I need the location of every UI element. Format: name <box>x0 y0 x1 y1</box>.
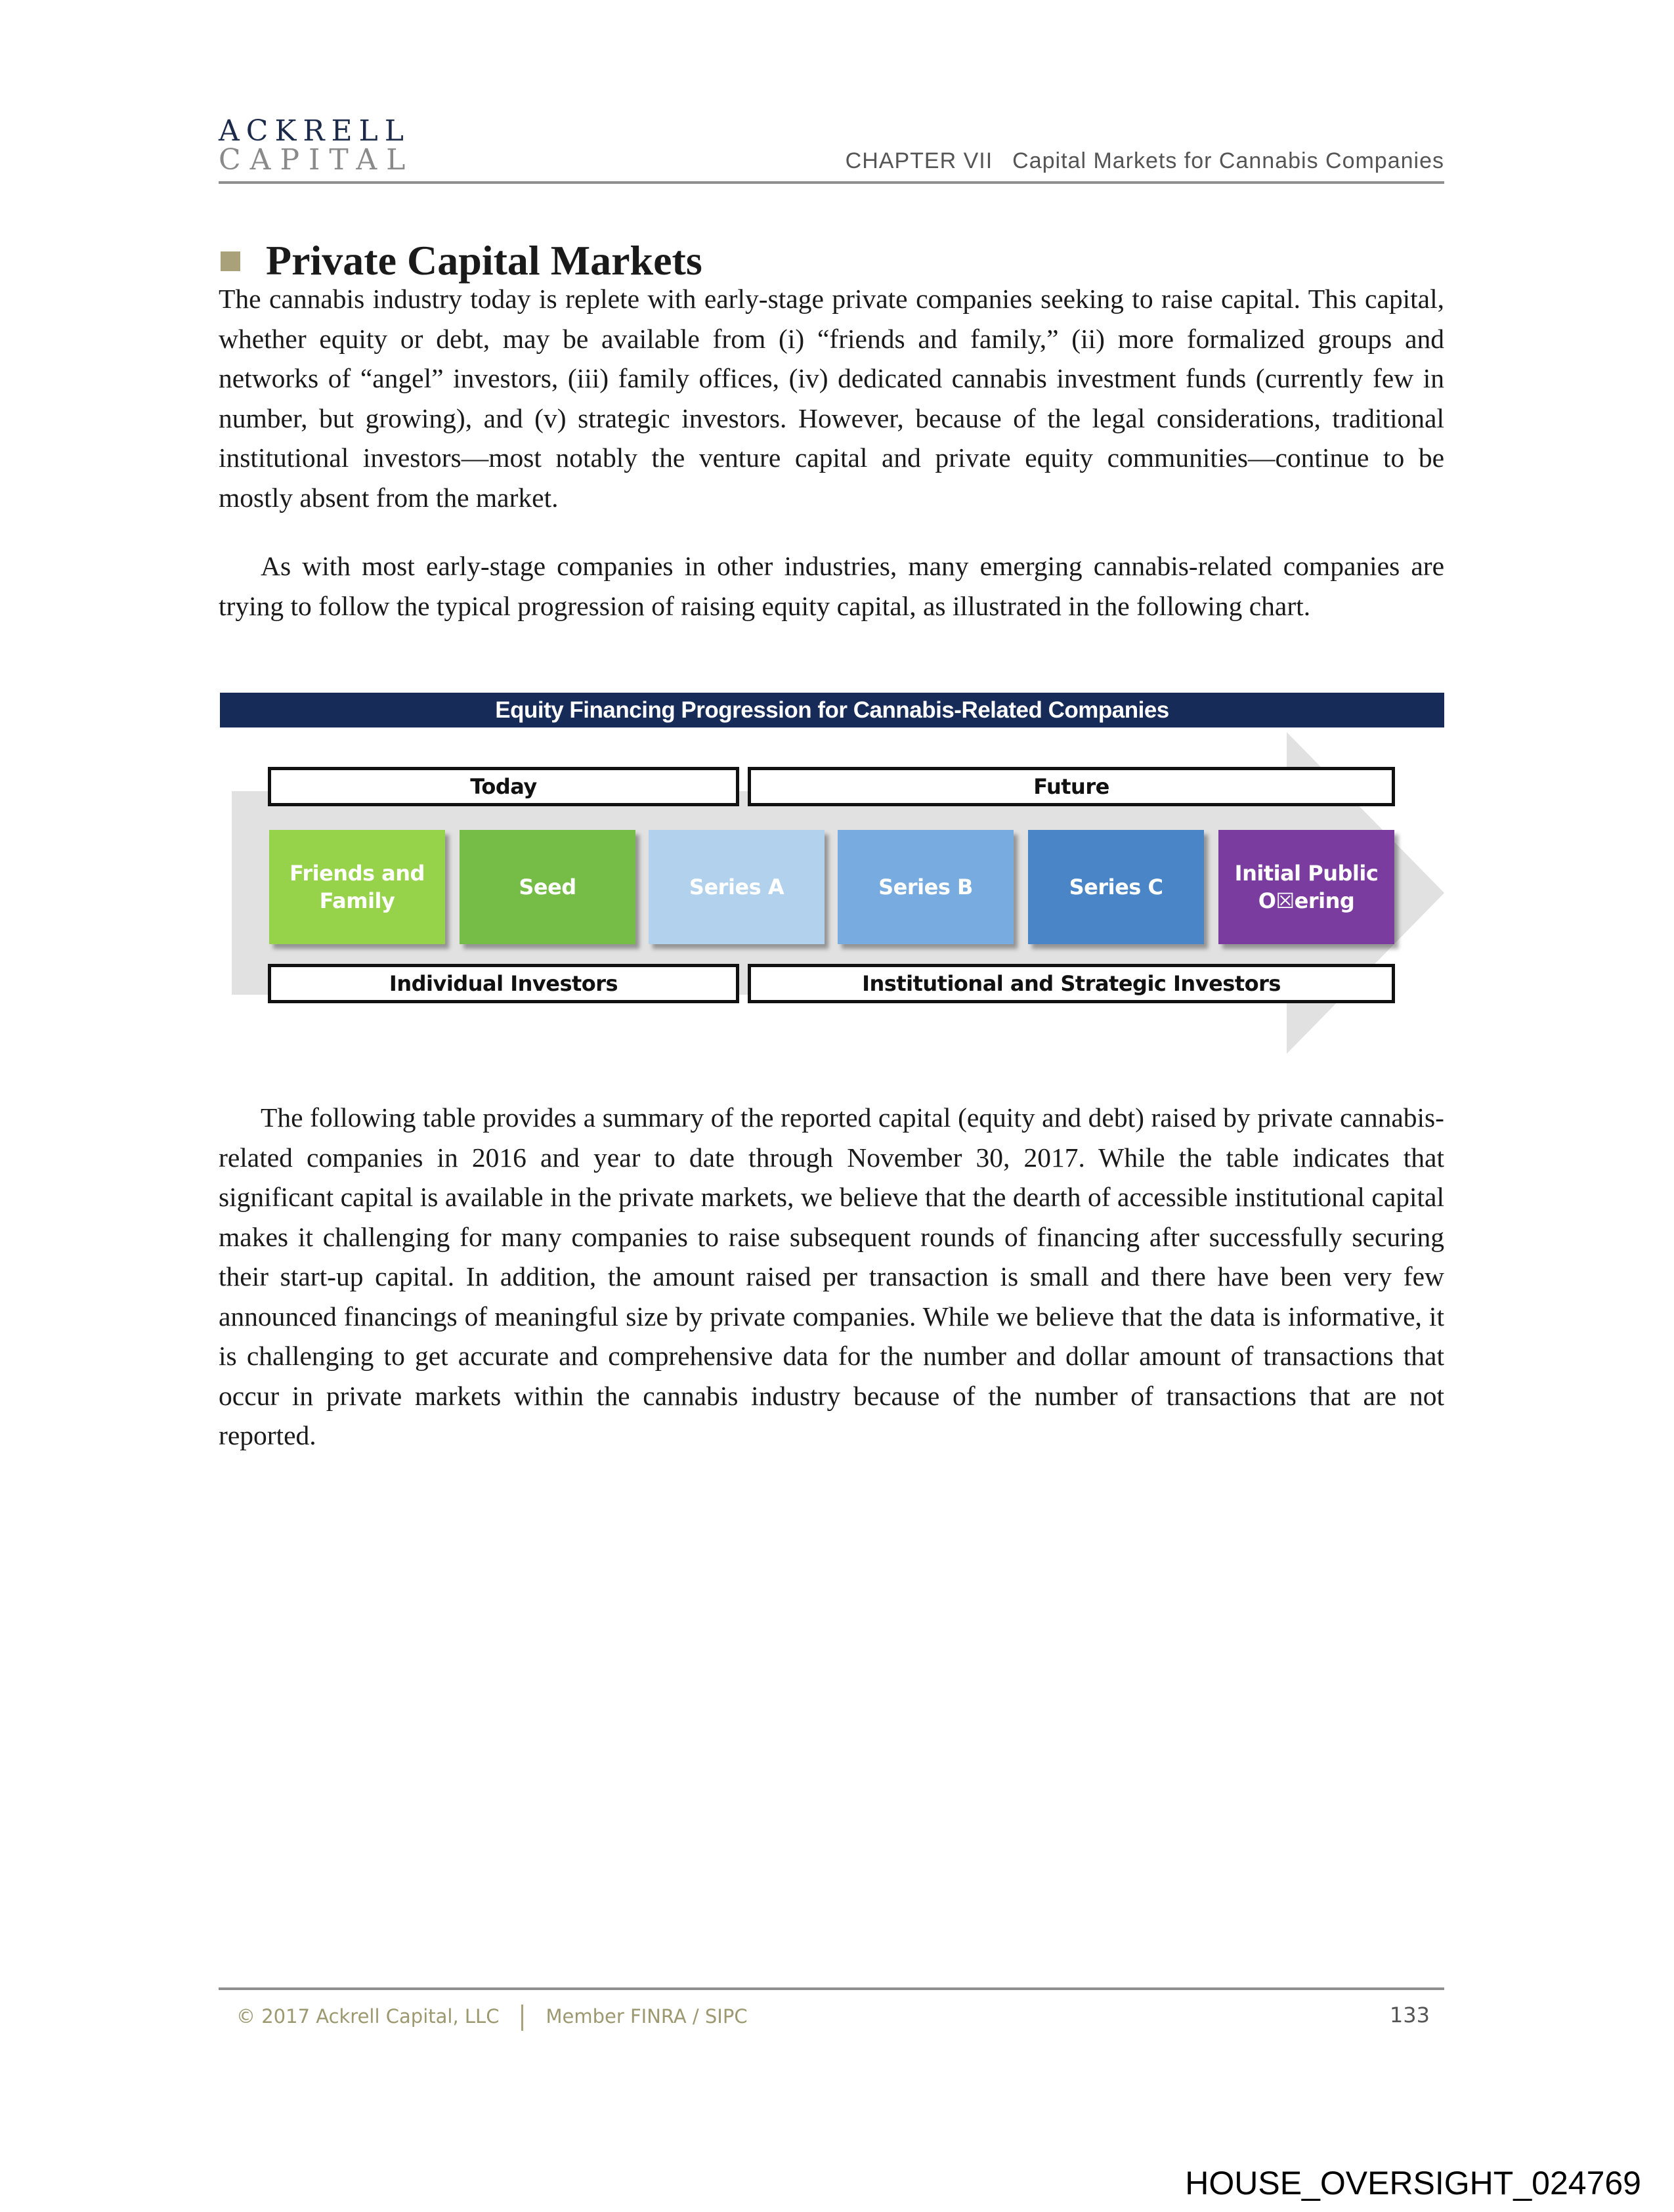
footer-info <box>236 2005 748 2031</box>
section-title: Private Capital Markets <box>266 237 702 284</box>
paragraph-table-summary: The following table provides a summary of the reported capital (equity and debt) raised by private cannabis-related companies in 2016 and year to date through November 30, 2017. While the table indicates that significant capital is available in the private markets, we believe that the dearth of accessible institutional capital makes it challenging for many companies to raise subsequent rounds of financing after successfully securing their start-up capital. In addition, the amount raised per transaction is small and there have been very few announced financings of meaningful size by private companies. While we believe that the data is informative, it is challenging to get accurate and comprehensive data for the number and dollar amount of transactions that occur in private markets within the cannabis industry because of the number of transactions that are not reported. <box>219 1102 1444 1450</box>
stage-friends-and-family: Friends and Family <box>269 830 445 944</box>
footer-copyright: © 2017 Ackrell Capital, LLC <box>236 2005 500 2028</box>
paragraph-intro: The cannabis industry today is replete with early-stage private companies seeking to raise capital. This capital, whether equity or debt, may be available from (i) “friends and family,” (ii) more formalized groups and networks of “angel” investors, (iii) family offices, (iv) dedicated cannabis investment funds (currently few in number, but growing), and (v) strategic investors. However, because of the legal considerations, traditional institutional investors—most notably the venture capital and private equity communities—continue to be mostly absent from the market. <box>219 284 1444 513</box>
stage-series-a: Series A <box>649 830 825 944</box>
footer-member: Member FINRA / SIPC <box>546 2005 748 2028</box>
header-rule <box>219 181 1444 184</box>
document-stamp: HOUSE_OVERSIGHT_024769 <box>1185 2165 1641 2201</box>
stage-series-b: Series B <box>838 830 1014 944</box>
label-today: Today <box>268 767 739 806</box>
stage-series-c: Series C <box>1028 830 1204 944</box>
paragraph-progression: As with most early-stage companies in other industries, many emerging cannabis-related companies are trying to follow the typical progression of raising equity capital, as illustrated in the following chart. <box>219 551 1444 621</box>
stage-ipo: Initial Public O☒ering <box>1218 830 1394 944</box>
chapter-header <box>846 148 1444 174</box>
stage-seed: Seed <box>460 830 635 944</box>
footer-rule <box>219 1987 1444 1990</box>
diagram-title: Equity Financing Progression for Cannabis-Related Companies <box>220 693 1444 727</box>
logo-capital: CAPITAL <box>219 143 415 177</box>
logo-ackrell: ACKRELL <box>219 114 410 148</box>
label-future: Future <box>748 767 1395 806</box>
label-individual-investors: Individual Investors <box>268 964 739 1003</box>
label-institutional-investors: Institutional and Strategic Investors <box>748 964 1395 1003</box>
footer-separator <box>521 2005 523 2031</box>
chapter-number: CHAPTER VII <box>845 148 993 173</box>
chapter-title: Capital Markets for Cannabis Companies <box>1012 148 1444 173</box>
section-bullet-icon <box>221 251 240 271</box>
page-number: 133 <box>1389 2003 1430 2028</box>
